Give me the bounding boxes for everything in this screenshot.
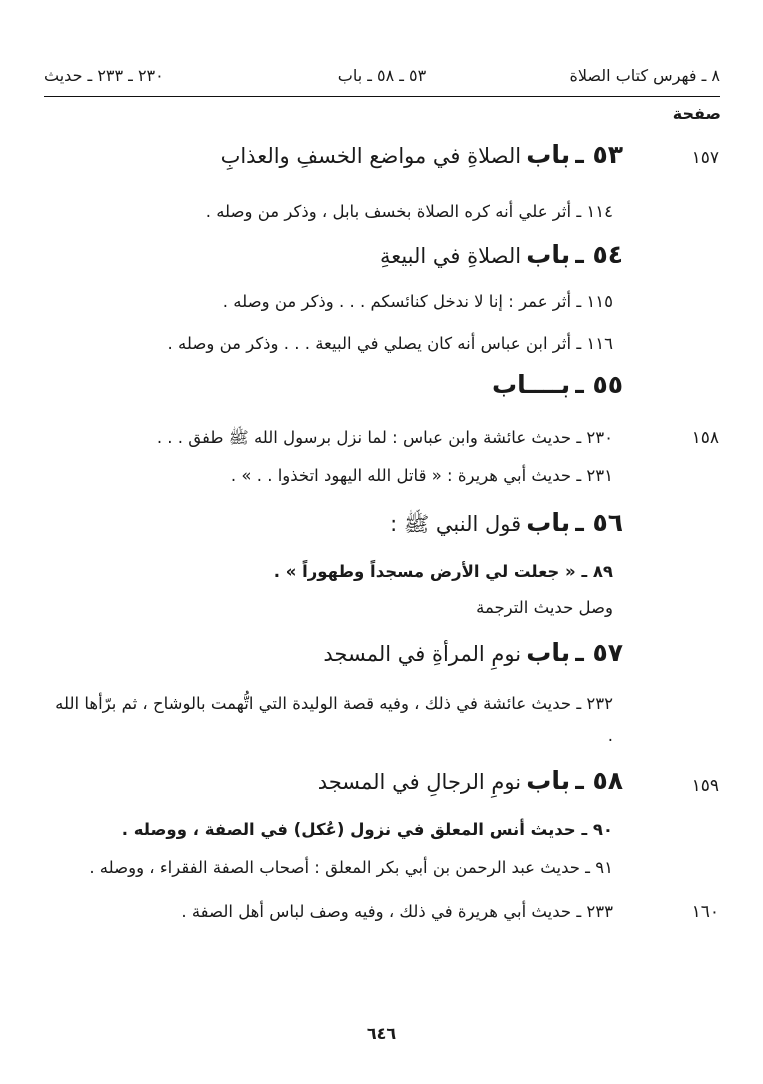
bab-56-heading xyxy=(390,508,623,542)
bab-number: ٥٧ ـ xyxy=(575,638,623,667)
page-number-160: ١٦٠ xyxy=(691,902,719,922)
entry-90: ٩٠ ـ حديث أنس المعلق في نزول (عُكل) في الصفة ، ووصله . xyxy=(121,820,613,839)
entry-91: ٩١ ـ حديث عبد الرحمن بن أبي بكر المعلق : أصحاب الصفة الفقراء ، ووصله . xyxy=(89,858,613,877)
bab-number: ٥٣ ـ xyxy=(575,140,623,169)
page-number-158: ١٥٨ xyxy=(691,428,719,448)
bab-title: الصلاةِ في مواضع الخسفِ والعذابِ xyxy=(220,144,522,168)
bab-number: ٥٦ ـ xyxy=(575,508,623,537)
entry-230: ٢٣٠ ـ حديث عائشة وابن عباس : لما نزل برسول الله ﷺ طفق . . . xyxy=(156,428,613,447)
entry-114: ١١٤ ـ أثر علي أنه كره الصلاة بخسف بابل ، وذكر من وصله . xyxy=(205,202,613,221)
entry-115: ١١٥ ـ أثر عمر : إنا لا ندخل كنائسكم . . . وذكر من وصله . xyxy=(222,292,613,311)
bab-53-heading xyxy=(221,140,623,169)
page-number-157: ١٥٧ xyxy=(691,148,719,168)
entry-233: ٢٣٣ ـ حديث أبي هريرة في ذلك ، وفيه وصف لباس أهل الصفة . xyxy=(181,902,613,921)
bab-keyword: باب xyxy=(526,766,571,795)
bab-title: الصلاةِ في البيعةِ xyxy=(379,244,522,268)
header-chapters-range: ٥٣ ـ ٥٨ ـ باب xyxy=(337,66,427,85)
bab-keyword: باب xyxy=(526,508,571,537)
page-number-159: ١٥٩ xyxy=(691,776,719,796)
bab-number: ٥٨ ـ xyxy=(575,766,623,795)
header-hadith-range: ٢٣٠ ـ ٢٣٣ ـ حديث xyxy=(44,66,164,85)
running-header xyxy=(44,66,720,88)
bab-55-heading xyxy=(492,370,623,399)
entry-translation-link: وصل حديث الترجمة xyxy=(476,598,613,617)
bab-title: نومِ المرأةِ في المسجد xyxy=(323,642,522,666)
bab-keyword: باب xyxy=(526,240,571,269)
bab-keyword: باب xyxy=(526,140,571,169)
bab-title: قول النبي ﷺ : xyxy=(390,512,522,536)
bab-keyword: باب xyxy=(526,638,571,667)
header-chapter: ٨ ـ فهرس كتاب الصلاة xyxy=(569,66,720,85)
bab-number: ٥٥ ـ xyxy=(575,370,623,399)
bab-54-heading xyxy=(380,240,623,269)
bab-58-heading xyxy=(318,766,623,795)
bab-number: ٥٤ ـ xyxy=(575,240,623,269)
entry-232: ٢٣٢ ـ حديث عائشة في ذلك ، وفيه قصة الوليدة التي اتُّهمت بالوشاح ، ثم برّأها الله . xyxy=(55,694,613,745)
header-rule xyxy=(44,96,720,97)
folio-page-number: ٦٤٦ xyxy=(366,1024,397,1043)
bab-keyword: بــــاب xyxy=(492,370,571,399)
bab-title: نومِ الرجالِ في المسجد xyxy=(317,770,522,794)
page-column-label: صفحة xyxy=(672,104,721,123)
bab-57-heading xyxy=(323,638,623,667)
entry-231: ٢٣١ ـ حديث أبي هريرة : « قاتل الله اليهود اتخذوا . . » . xyxy=(230,466,613,485)
entry-116: ١١٦ ـ أثر ابن عباس أنه كان يصلي في البيعة . . . وذكر من وصله . xyxy=(167,334,613,353)
entry-89: ٨٩ ـ « جعلت لي الأرض مسجداً وطهوراً » . xyxy=(273,562,613,581)
